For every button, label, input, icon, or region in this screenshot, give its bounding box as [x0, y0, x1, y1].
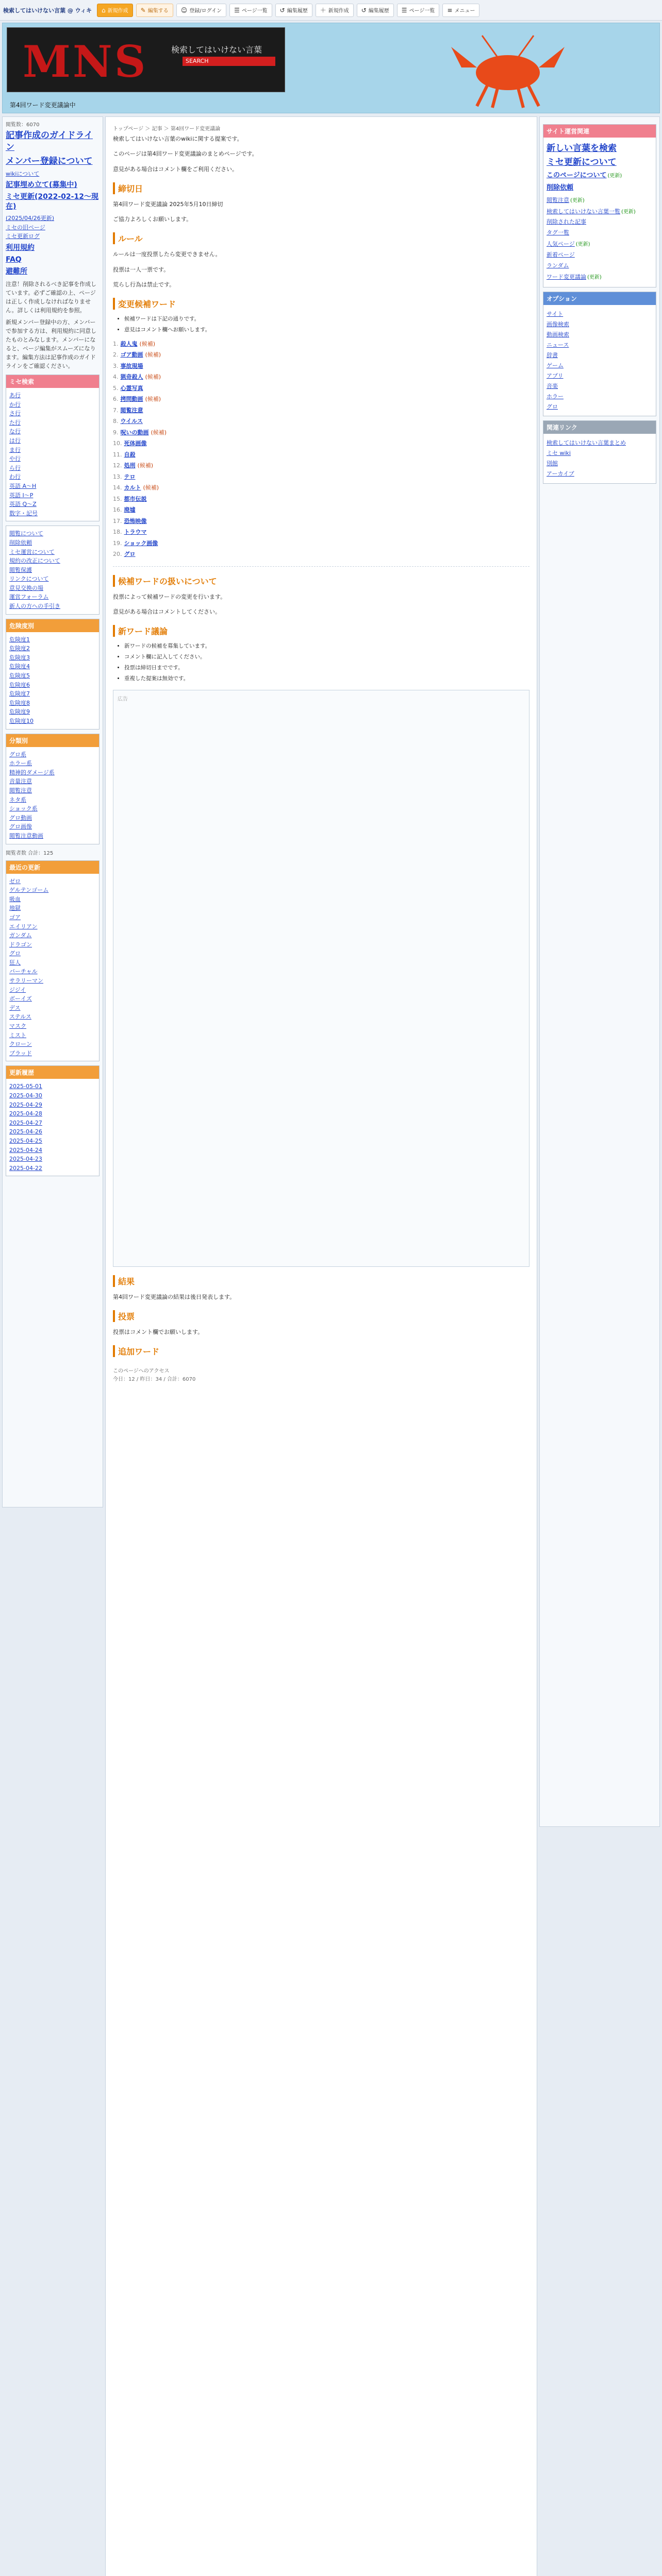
- nav-item[interactable]: ミセの旧ページ: [6, 224, 45, 231]
- left-notice: 注意！削除されるべき記事を作成しています。必ずご確認の上、ページは正しく作成しなければなりません。詳しくは利用規約を参照。: [6, 280, 96, 314]
- update-badge: (更新): [621, 209, 636, 215]
- danger-box: [6, 619, 100, 730]
- recent-link[interactable]: ボーイズ: [9, 995, 32, 1003]
- right-item-link[interactable]: 削除された記事: [547, 218, 586, 226]
- rank-number: 6.: [113, 396, 119, 403]
- misc-link[interactable]: 意見交換の場: [9, 584, 43, 591]
- about-line: 投票によって候補ワードの変更を行います。: [113, 593, 226, 600]
- box-title: オプション: [543, 292, 656, 305]
- rank-word-link[interactable]: 閲覧注意: [120, 406, 143, 414]
- rule-line: 投票は一人一票です。: [113, 266, 170, 273]
- ranking-item: [113, 429, 529, 437]
- rank-word-link[interactable]: 処刑: [124, 462, 136, 469]
- right-item-row: [547, 183, 653, 193]
- nav-item[interactable]: wikiについて: [6, 170, 40, 177]
- ranking-item: [113, 539, 529, 548]
- section-heading: 結果: [113, 1275, 529, 1287]
- option-link[interactable]: ホラー: [547, 393, 564, 400]
- history-link[interactable]: 2025-04-30: [9, 1092, 42, 1099]
- rule-line: 荒らし行為は禁止です。: [113, 281, 175, 288]
- toolbar-button[interactable]: ⌂ 新規作成: [97, 4, 133, 17]
- rank-word-link[interactable]: 猟奇殺人: [120, 374, 143, 381]
- box-title: ミセ検索: [6, 375, 99, 388]
- toolbar-button[interactable]: ☰ ページ一覧: [397, 4, 440, 17]
- ranking-item: [113, 340, 529, 349]
- new-notes: [124, 642, 529, 683]
- nav-faq[interactable]: FAQ: [6, 255, 22, 264]
- option-link[interactable]: ニュース: [547, 341, 569, 348]
- note-item: • コメント欄に記入してください。: [124, 653, 529, 662]
- section-heading: 投票: [113, 1310, 529, 1322]
- nav-member[interactable]: メンバー登録について: [6, 156, 93, 166]
- danger-link[interactable]: 危険度2: [9, 645, 30, 652]
- vote-text: 投票はコメント欄でお願いします。: [113, 1328, 204, 1335]
- schedule-line: 第4回ワード変更議論 2025年5月10日締切: [113, 200, 223, 208]
- rank-number: 10.: [113, 440, 122, 447]
- site-header: [2, 23, 660, 113]
- ranking-item: [113, 462, 529, 470]
- update-badge: (更新): [607, 173, 622, 179]
- box-title: サイト運営関連: [543, 125, 656, 138]
- kana-link[interactable]: 数字・記号: [9, 510, 38, 517]
- logo-subtitle: 検索してはいけない言葉: [171, 45, 262, 55]
- rank-word-link[interactable]: ゴア動画: [120, 351, 143, 359]
- update-badge: (更新): [575, 242, 590, 248]
- recent-link[interactable]: ジジイ: [9, 986, 26, 993]
- right-item-link[interactable]: タグ一覧: [547, 229, 569, 236]
- nav-item[interactable]: 記事埋め立て(募集中): [6, 181, 77, 190]
- nav-shelter[interactable]: 避難所: [6, 267, 27, 276]
- rank-word-link[interactable]: ショック画像: [124, 539, 158, 547]
- nav-guideline[interactable]: 記事作成のガイドライン: [6, 130, 93, 152]
- ranking-item: [113, 495, 529, 504]
- kana-link[interactable]: わ行: [9, 473, 21, 481]
- about-line: 意見がある場合はコメントしてください。: [113, 608, 221, 615]
- right-sidebar: [539, 116, 660, 1827]
- related-box: [543, 420, 656, 484]
- kana-link[interactable]: な行: [9, 428, 21, 435]
- rank-word-link[interactable]: ウイルス: [120, 418, 143, 425]
- danger-link[interactable]: 危険度6: [9, 681, 30, 688]
- ranking-item: [113, 517, 529, 526]
- toolbar-button[interactable]: ✎ 編集する: [136, 4, 173, 17]
- ranking-item: [113, 351, 529, 360]
- right-big-link[interactable]: ミセ更新について: [547, 157, 617, 167]
- rule-line: ルールは一度投票したら変更できません。: [113, 251, 221, 258]
- box-title: 分類別: [6, 734, 99, 747]
- intro-line: 意見がある場合はコメント欄をご利用ください。: [113, 165, 238, 173]
- ranking-item: [113, 473, 529, 482]
- category-link[interactable]: 音量注意: [9, 778, 32, 785]
- rank-word-link[interactable]: 死体画像: [124, 440, 147, 447]
- rank-number: 20.: [113, 551, 122, 558]
- ranking-item: [113, 506, 529, 515]
- rank-number: 7.: [113, 406, 119, 414]
- rank-word-link[interactable]: カルト: [124, 484, 141, 492]
- rank-word-link[interactable]: 都市伝説: [124, 495, 147, 502]
- category-box: [6, 734, 100, 844]
- rank-word-link[interactable]: 心霊写真: [120, 384, 143, 392]
- kana-link[interactable]: 英語 I〜P: [9, 492, 34, 499]
- user-icon: ☺: [180, 6, 188, 14]
- note-item: • 候補ワードは下記の通りです。: [124, 315, 529, 324]
- rank-number: 5.: [113, 384, 119, 392]
- kana-link[interactable]: か行: [9, 401, 21, 408]
- home-icon: ⌂: [102, 6, 106, 14]
- box-title: 更新履歴: [6, 1066, 99, 1079]
- rank-note: (候補): [143, 484, 159, 492]
- option-link[interactable]: ゲーム: [547, 362, 564, 369]
- recent-link[interactable]: サラリーマン: [9, 977, 43, 985]
- rank-number: 4.: [113, 374, 119, 381]
- section-heading: 候補ワードの扱いについて: [113, 575, 529, 587]
- footer-line: このページへのアクセス: [113, 1368, 170, 1375]
- right-item-link[interactable]: 検索してはいけない言葉一覧: [547, 208, 620, 215]
- rank-number: 9.: [113, 429, 119, 436]
- kana-link[interactable]: あ行: [9, 392, 21, 399]
- schedule-line: ご協力よろしくお願いします。: [113, 216, 192, 223]
- logo-title: MNS: [23, 36, 148, 87]
- category-link[interactable]: グロ画像: [9, 823, 32, 831]
- section-heading: ルール: [113, 232, 529, 244]
- note-item: • 重複した提案は無効です。: [124, 674, 529, 684]
- rank-note: (候補): [151, 429, 167, 436]
- kana-link[interactable]: は行: [9, 437, 21, 444]
- toolbar-button[interactable]: ↺ 編集履歴: [357, 4, 394, 17]
- pencil-icon: ✎: [140, 6, 146, 14]
- rank-number: 19.: [113, 539, 122, 547]
- header-subtitle: 第4回ワード変更議論中: [10, 101, 76, 109]
- toolbar-button[interactable]: ≡ メニュー: [442, 4, 479, 17]
- note-item: • 新ワードの候補を募集しています。: [124, 642, 529, 651]
- recent-link[interactable]: ブラッド: [9, 1049, 32, 1057]
- history-link[interactable]: 2025-04-23: [9, 1156, 42, 1163]
- kana-index-box: [6, 375, 100, 521]
- rank-number: 1.: [113, 340, 119, 347]
- top-toolbar: [0, 0, 662, 21]
- danger-link[interactable]: 危険度1: [9, 636, 30, 643]
- rank-word-link[interactable]: 拷問動画: [120, 396, 143, 403]
- toolbar-button[interactable]: ☺ 登録/ログイン: [176, 4, 226, 17]
- rank-number: 8.: [113, 418, 119, 425]
- nav-rules[interactable]: 利用規約: [6, 243, 35, 252]
- section-heading: 変更候補ワード: [113, 298, 529, 310]
- right-item-link[interactable]: 削除依頼: [547, 183, 574, 192]
- right-item-link[interactable]: ワード変更議論: [547, 274, 586, 281]
- ad-area: [113, 690, 529, 1267]
- box-title: 最近の更新: [6, 861, 99, 874]
- right-item-row: [547, 273, 653, 281]
- category-link[interactable]: ネタ系: [9, 796, 26, 803]
- option-link[interactable]: 動画検索: [547, 331, 569, 338]
- ranking-item: [113, 362, 529, 371]
- rank-number: 2.: [113, 351, 119, 359]
- option-link[interactable]: 音楽: [547, 382, 558, 389]
- right-big-link[interactable]: 新しい言葉を検索: [547, 143, 617, 154]
- toolbar-button[interactable]: ☰ ページ一覧: [229, 4, 272, 17]
- right-item-row: [547, 207, 653, 216]
- section-heading: 新ワード議論: [113, 625, 529, 637]
- right-item-link[interactable]: 人気ページ: [547, 241, 575, 248]
- recent-link[interactable]: ガンダム: [9, 932, 32, 939]
- ranking-item: [113, 373, 529, 382]
- option-link[interactable]: グロ: [547, 403, 558, 410]
- ops-box: [543, 124, 656, 287]
- right-item-row: [547, 262, 653, 270]
- history-link[interactable]: 2025-04-24: [9, 1146, 42, 1154]
- left-notice-2: 新規メンバー登録中の方、メンバーで参加する方は、利用規約に同意したものとみなします。メンバーになると、ページ編集がスムーズになります。編集方法は記事作成のガイドラインをご確認ください。: [6, 318, 96, 369]
- rank-number: 11.: [113, 451, 122, 458]
- recent-link[interactable]: バーチャル: [9, 968, 38, 975]
- intro-line: このページは第4回ワード変更議論のまとめページです。: [113, 150, 258, 158]
- right-item-row: [547, 229, 653, 237]
- ranking-item: [113, 395, 529, 404]
- category-link[interactable]: ショック系: [9, 805, 38, 812]
- ranking-item: [113, 439, 529, 448]
- divider: [113, 566, 529, 567]
- rank-number: 15.: [113, 495, 122, 502]
- danger-link[interactable]: 危険度10: [9, 718, 34, 724]
- page-footer: [113, 1367, 529, 1384]
- toolbar-button[interactable]: ＋ 新規作成: [316, 4, 354, 17]
- recent-box: [6, 860, 100, 1062]
- misc-link[interactable]: 閲覧保護: [9, 566, 32, 573]
- rank-word-link[interactable]: 自殺: [124, 451, 136, 458]
- recent-link[interactable]: ゼロ: [9, 877, 21, 885]
- danger-link[interactable]: 危険度4: [9, 663, 30, 670]
- danger-link[interactable]: 危険度7: [9, 690, 30, 698]
- logo-search-bar: SEARCH: [183, 57, 275, 66]
- related-link[interactable]: 検索してはいけない言葉まとめ: [547, 439, 626, 447]
- category-link[interactable]: 精神的ダメージ系: [9, 769, 55, 776]
- rank-word-link[interactable]: 呪いの動画: [120, 429, 149, 436]
- history-link[interactable]: 2025-04-27: [9, 1119, 42, 1126]
- rank-word-link[interactable]: テロ: [124, 473, 136, 480]
- right-item-link[interactable]: 新着ページ: [547, 251, 575, 259]
- footer-line: 今日：12 / 昨日：34 / 合計：6070: [113, 1377, 196, 1383]
- kana-link[interactable]: た行: [9, 419, 21, 426]
- rank-number: 13.: [113, 473, 122, 480]
- section-heading: 追加ワード: [113, 1345, 529, 1357]
- nav-item: (2025/04/26更新): [6, 215, 54, 222]
- nav-item[interactable]: ミセ更新(2022-02-12〜現在): [6, 193, 98, 211]
- kana-link[interactable]: ま行: [9, 446, 21, 453]
- recent-link[interactable]: クローン: [9, 1041, 32, 1048]
- related-link[interactable]: 別館: [547, 460, 558, 467]
- rank-number: 17.: [113, 517, 122, 524]
- history-link[interactable]: 2025-04-26: [9, 1128, 42, 1136]
- rank-number: 16.: [113, 506, 122, 514]
- history-link[interactable]: 2025-04-22: [9, 1164, 42, 1172]
- recent-link[interactable]: エイリアン: [9, 923, 38, 930]
- history-box: [6, 1065, 100, 1176]
- misc-link[interactable]: 削除依頼: [9, 539, 32, 546]
- misc-link[interactable]: 運営フォーラム: [9, 594, 49, 601]
- ranking-item: [113, 528, 529, 537]
- right-item-link[interactable]: ランダム: [547, 262, 569, 269]
- recent-link[interactable]: ミスト: [9, 1031, 26, 1039]
- list-icon: ☰: [401, 6, 407, 14]
- changes-notes: [124, 315, 529, 335]
- ad-label: 広告: [118, 696, 128, 702]
- ranking-item: [113, 406, 529, 415]
- update-badge: (更新): [570, 197, 585, 204]
- history-link[interactable]: 2025-04-29: [9, 1101, 42, 1108]
- box-title: 危険度別: [6, 619, 99, 632]
- right-item-row: [547, 218, 653, 226]
- category-link[interactable]: ホラー系: [9, 760, 32, 767]
- box-title: 関連リンク: [543, 421, 656, 434]
- kana-link[interactable]: ら行: [9, 464, 21, 471]
- category-link[interactable]: グロ動画: [9, 814, 32, 821]
- recent-link[interactable]: マスク: [9, 1023, 26, 1030]
- option-link[interactable]: 辞書: [547, 351, 558, 359]
- ranking-item: [113, 550, 529, 559]
- rank-word-link[interactable]: グロ: [124, 551, 136, 558]
- left-sidebar: [2, 116, 103, 1507]
- related-link[interactable]: ミセ wiki: [547, 450, 571, 457]
- options-box: [543, 292, 656, 416]
- rank-word-link[interactable]: 廃墟: [124, 506, 136, 514]
- category-link[interactable]: 閲覧注意動画: [9, 832, 43, 839]
- category-link[interactable]: 閲覧注意: [9, 787, 32, 794]
- recent-link[interactable]: デス: [9, 1004, 21, 1011]
- rank-number: 12.: [113, 462, 122, 469]
- right-item-row: [547, 240, 653, 248]
- ranking-item: [113, 417, 529, 426]
- misc-link[interactable]: 閲覧について: [9, 530, 43, 537]
- recent-link[interactable]: 吸血: [9, 895, 21, 903]
- rank-word-link[interactable]: トラウマ: [124, 529, 147, 536]
- history-icon: ↺: [361, 6, 367, 14]
- right-item-list: [547, 171, 653, 281]
- rank-note: (候補): [145, 396, 161, 403]
- recent-link[interactable]: 狂人: [9, 959, 21, 966]
- list-icon: ☰: [234, 6, 240, 14]
- history-link[interactable]: 2025-04-25: [9, 1137, 42, 1144]
- option-link[interactable]: 画像検索: [547, 321, 569, 328]
- danger-link[interactable]: 危険度8: [9, 699, 30, 706]
- rank-number: 3.: [113, 362, 119, 369]
- note-item: • 投票は締切日までです。: [124, 664, 529, 673]
- right-item-row: [547, 171, 653, 181]
- ranking-list: [113, 340, 529, 559]
- plus-icon: ＋: [320, 7, 326, 14]
- misc-link[interactable]: ミセ運営について: [9, 548, 55, 555]
- rank-word-link[interactable]: 恐怖映像: [124, 517, 147, 524]
- rank-word-link[interactable]: 事故現場: [120, 362, 143, 369]
- rank-note: (候補): [145, 351, 161, 359]
- site-title[interactable]: 検索してはいけない言葉 @ ウィキ: [3, 7, 92, 14]
- option-link[interactable]: アプリ: [547, 372, 564, 379]
- danger-link[interactable]: 危険度3: [9, 654, 30, 661]
- recent-link[interactable]: ゴア: [9, 913, 21, 921]
- result-text: 第4回ワード変更議論の結果は後日発表します。: [113, 1293, 236, 1300]
- recent-link[interactable]: 地獄: [9, 905, 21, 912]
- kana-link[interactable]: や行: [9, 455, 21, 463]
- history-icon: ↺: [279, 6, 285, 14]
- viewer-count: 閲覧者数 合計：125: [6, 850, 54, 856]
- rank-number: 14.: [113, 484, 122, 492]
- kana-link[interactable]: さ行: [9, 410, 21, 417]
- toolbar-button[interactable]: ↺ 編集履歴: [275, 4, 312, 17]
- recent-link[interactable]: グロ: [9, 950, 21, 957]
- nav-item[interactable]: ミセ更新ログ: [6, 233, 40, 240]
- misc-link[interactable]: 新人の方への手引き: [9, 603, 60, 610]
- menu-icon: ≡: [447, 6, 453, 14]
- ranking-item: [113, 384, 529, 393]
- section-heading: 締切日: [113, 182, 529, 194]
- misc-links-box: [6, 526, 100, 614]
- history-link[interactable]: 2025-05-01: [9, 1083, 42, 1090]
- kana-link[interactable]: 英語 Q〜Z: [9, 501, 37, 508]
- option-link[interactable]: サイト: [547, 311, 564, 318]
- history-link[interactable]: 2025-04-28: [9, 1110, 42, 1117]
- rank-word-link[interactable]: 殺人鬼: [120, 340, 138, 347]
- intro-line: 検索してはいけない言葉のwikiに関する提案です。: [113, 135, 243, 142]
- ranking-item: [113, 451, 529, 460]
- update-badge: (更新): [587, 275, 602, 281]
- rank-number: 18.: [113, 529, 122, 536]
- recent-link[interactable]: ゲルテンゴーム: [9, 887, 49, 894]
- category-link[interactable]: グロ系: [9, 751, 26, 758]
- rank-note: (候補): [145, 374, 161, 381]
- right-item-row: [547, 251, 653, 259]
- kana-link[interactable]: 英語 A〜H: [9, 482, 37, 489]
- view-count: 閲覧数：6070: [6, 122, 40, 128]
- related-link[interactable]: アーカイブ: [547, 470, 574, 478]
- breadcrumb[interactable]: トップページ ＞ 記事 ＞ 第4回ワード変更議論: [113, 126, 221, 132]
- lobster-icon: [446, 31, 570, 109]
- misc-link[interactable]: リンクについて: [9, 575, 49, 583]
- rank-note: (候補): [137, 462, 154, 469]
- right-item-link[interactable]: 閲覧注意: [547, 196, 569, 204]
- ranking-item: [113, 484, 529, 493]
- recent-link[interactable]: ドラゴン: [9, 941, 32, 948]
- danger-link[interactable]: 危険度5: [9, 672, 30, 680]
- main-content: [105, 116, 537, 2576]
- right-item-row: [547, 196, 653, 205]
- site-logo[interactable]: [7, 27, 285, 92]
- misc-link[interactable]: 規約の改正について: [9, 557, 60, 565]
- danger-link[interactable]: 危険度9: [9, 708, 30, 716]
- note-item: • 意見はコメント欄へお願いします。: [124, 326, 529, 335]
- rank-note: (候補): [139, 340, 156, 347]
- right-item-link[interactable]: このページについて: [547, 171, 607, 179]
- recent-link[interactable]: ステルス: [9, 1013, 31, 1021]
